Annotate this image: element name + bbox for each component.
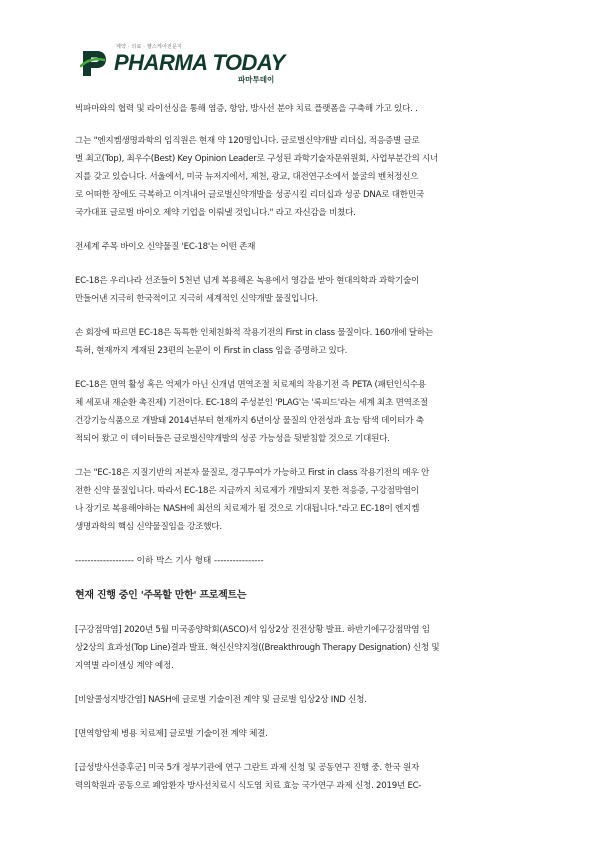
article-paragraph: 그는 "엔지켐생명과학의 임직원은 현재 약 120명입니다. 글로벌신약개발 리더십, 적응증별 글로 벌 최고(Top), 최우수(Best) Key Opinion Leader로 구성된 과학기술자문위원회, 사업부분간의 시너 지를 갖고 있습니다. 서울에서, 미국 뉴저지에서, 제천, 광교, 대전연구소에서 불굴의 벤처정신으 로 어떠한 장애도 극복하고 이겨내어 글로벌신약개발을 성공시킬 리더십과 성공 DNA로 대한민국 국가대표 글로벌 바이오 제약 기업을 이뤄낼 것입니다." 라고 자신감을 비쳤다.	[75, 136, 439, 218]
box-separator: ------------------- 이하 박스 기사 형태 ----------------	[75, 556, 264, 566]
article-paragraph: 손 회장에 따르면 EC-18은 독특한 인체친화적 작용기전의 First in class 물질이다. 160개에 달하는 특허, 현재까지 게재된 23편의 논문이 이 First in class 임을 증명하고 있다.	[75, 328, 433, 356]
article-paragraph: EC-18은 면역 활성 혹은 억제가 아닌 신개념 면역조절 치료제의 작용기전 즉 PETA (패턴인식수용 체 세포내 재순환 촉진제) 기전이다. EC-18의 주성분인 'PLAG'는 '록피드'라는 세계 최초 면역조절 건강기능식품으로 개발돼 2014년부터 현재까지 6년이상 물질의 안전성과 효능 탐색 데이터가 축 적되어 왔고 이 데이터들은 글로벌신약개발의 성공 가능성을 뒷받침할 것으로 기대된다.	[75, 380, 428, 444]
box-item: [면역항암제 병용 치료제] 글로벌 기술이전 계약 체결.	[75, 729, 268, 739]
logo-subtitle: 파마투데이	[238, 75, 275, 84]
article-paragraph: EC-18은 우리나라 선조들이 5천년 넘게 복용해온 녹용에서 영감을 받아 현대의학과 과학기술이 만들어낸 지극히 한국적이고 지극히 세계적인 신약개발 물질입니다.	[75, 276, 420, 304]
article-subheading: 전세계 주목 바이오 신약물질 'EC-18'는 어떤 존재	[75, 242, 256, 252]
box-item: [급성방사선증후군] 미국 5개 정부기관에 연구 그란트 과제 신청 및 공동연구 진행 중. 한국 원자 력의학원과 공동으로 폐암환자 방사선치료시 식도염 치료 효능 국가연구 과제 신청. 2019년 EC-	[75, 763, 422, 791]
article-paragraph: 그는 "EC-18은 지질기반의 저분자 물질로, 경구투여가 가능하고 First in class 작용기전의 매우 안 전한 신약 물질입니다. 따라서 EC-18은 지금까지 치료제가 개발되지 못한 적응증, 구강점막염이 나 장기로 복용해야하는 NASH에 최선의 치료제가 될 것으로 기대됩니다."라고 EC-18이 엔지켐 생명과학의 핵심 신약물질임을 강조했다.	[75, 468, 430, 532]
box-heading: 현재 진행 중인 '주목할 만한' 프로젝트는	[75, 590, 247, 601]
article-paragraph: 빅파마와의 협력 및 라이선싱을 통해 염증, 항암, 방사선 분야 치료 플랫폼을 구축해 가고 있다. .	[75, 104, 418, 114]
logo-tagline: 제약 · 의료 · 헬스케어전문지	[116, 44, 183, 50]
pharma-today-logo[interactable]	[80, 40, 300, 84]
box-item: [비알콜성지방간염] NASH에 글로벌 기술이전 계약 및 글로벌 임상2상 IND 신청.	[75, 695, 367, 705]
box-item: [구강점막염] 2020년 5월 미국종양학회(ASCO)서 임상2상 진전상황 발표. 하반기에구강점막염 임 상2상의 효과성(Top Line)결과 발표. 혁신신약지정((Breakthrough Therapy Designation) 신청 및 지역별 라이센싱 계약 예정.	[75, 625, 440, 671]
logo-title: PHARMA TODAY	[114, 50, 285, 75]
article-body	[75, 100, 527, 811]
pharma-today-p-mark-icon	[80, 48, 108, 78]
